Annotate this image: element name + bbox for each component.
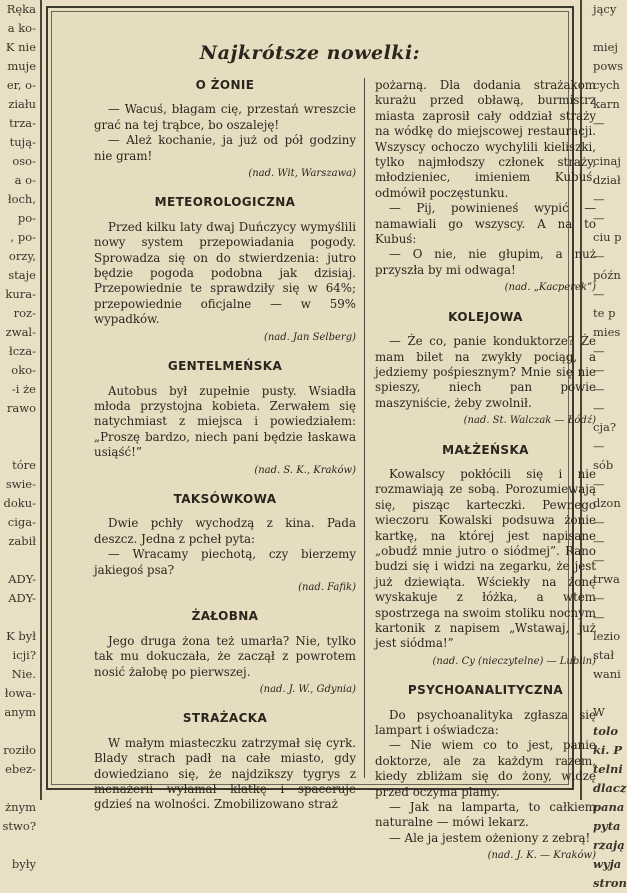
story-signature: (nad. St. Walczak — Łódź): [463, 415, 596, 427]
edge-text-fragment: W: [593, 705, 605, 719]
edge-text-fragment: stwo?: [2, 819, 36, 833]
story-paragraph: Kowalscy pokłócili się i nie rozmawiają ze sobą. Porozumiewają się, pisząc karteczki. Pewnego wieczoru Kowalski podsuwa żonie kartkę, na której jest napisane „obudź mnie jutro o siódmej”. Rano budzi się i widzi na zegarku, że jest już dziewiąta. Wściekły na żonę wyskakuje z łóżka, a wtem spostrzega na swoim stoliku nocnym kartonik z napisem „Wstawaj, już jest siódma!”: [375, 466, 596, 651]
right-column: [375, 78, 596, 878]
story-signature: (nad. J. W., Gdynia): [259, 684, 356, 695]
edge-text-fragment: te p: [593, 306, 616, 320]
story-heading: MAŁŻEŃSKA: [442, 442, 529, 457]
edge-text-fragment: Nie.: [11, 667, 36, 681]
story-paragraph: Autobus był zupełnie pusty. Wsiadła młoda przystojna kobieta. Zerwałem się natychmiast z miejsca i powiedziałem: „Proszę bardzo, niech pani będzie łaskawa usiąść!”: [94, 383, 356, 460]
edge-text-fragment: —: [593, 211, 605, 225]
edge-text-fragment: —: [593, 477, 605, 491]
edge-text-fragment: miej: [593, 40, 618, 54]
edge-text-fragment: tolo: [593, 724, 619, 738]
edge-text-fragment: staje: [8, 268, 36, 282]
edge-text-fragment: er, o-: [6, 78, 36, 92]
edge-text-fragment: —: [593, 515, 605, 529]
edge-text-fragment: zwal-: [5, 325, 36, 339]
story-paragraph: — Jak na lamparta, to całkiem naturalne — mówi lekarz.: [375, 800, 596, 830]
edge-text-fragment: K nie: [5, 40, 36, 54]
nowelki-box: [46, 6, 596, 862]
edge-text-fragment: , po-: [10, 230, 36, 244]
edge-text-fragment: mies: [593, 325, 621, 339]
story-paragraph: — Pij, powinieneś wypić — namawiali go wszyscy. A na to Kubuś:: [375, 201, 596, 247]
edge-text-fragment: swie-: [5, 477, 36, 491]
story-paragraph: — Nie wiem co to jest, panie doktorze, ale za każdym razem, kiedy zbliżam się do żony, widzę przed oczyma plamy.: [375, 738, 596, 799]
edge-text-fragment: [0, 608, 36, 627]
edge-text-fragment: -i że: [11, 382, 36, 396]
edge-text-fragment: [593, 133, 622, 152]
story-signature: (nad. Cy (nieczytelne) — Lublin): [432, 655, 596, 667]
edge-text-fragment: icji?: [12, 648, 36, 662]
edge-text-fragment: doku-: [3, 496, 36, 510]
edge-text-fragment: [593, 19, 622, 38]
left-edge-fragments: [0, 0, 38, 871]
edge-text-fragment: —: [593, 116, 605, 130]
edge-text-fragment: rzają: [593, 838, 625, 852]
story-paragraph: pożarną. Dla dodania strażakom kurażu przed obławą, burmistrz miasta zaprosił cały oddział straży na wódkę do miejscowej restauracji. Wszyscy ochoczo wychylili kieliszki, tylko najmłodszy członek straży, młodzieniec, imieniem Kubuś, odmówił poczęstunku.: [375, 78, 596, 200]
edge-text-fragment: —: [593, 401, 605, 415]
edge-text-fragment: —: [593, 439, 605, 453]
edge-text-fragment: stał: [593, 648, 615, 662]
edge-text-fragment: łoch,: [7, 192, 36, 206]
edge-text-fragment: łcza-: [9, 344, 36, 358]
edge-text-fragment: po-: [17, 211, 36, 225]
edge-text-fragment: —: [593, 610, 605, 624]
edge-text-fragment: były: [11, 857, 36, 871]
edge-text-fragment: K był: [6, 629, 36, 643]
story-paragraph: — Ależ kochanie, ja już od pół godziny nie gram!: [94, 133, 356, 163]
edge-text-fragment: cinaj: [593, 154, 621, 168]
edge-text-fragment: —: [593, 287, 605, 301]
story-heading: PSYCHOANALITYCZNA: [407, 683, 564, 698]
edge-text-fragment: cych: [593, 78, 620, 92]
edge-text-fragment: roz-: [13, 306, 36, 320]
edge-text-fragment: ciu p: [593, 230, 622, 244]
edge-text-fragment: ADY-: [8, 572, 36, 586]
story-paragraph: — Że co, panie konduktorze? Że mam bilet na zwykły pociąg, a jedziemy pośpiesznym? Mnie się nie spieszy, niech pan powie maszyniście, żeby zwolnił.: [375, 334, 596, 410]
story-heading: ŻAŁOBNA: [191, 609, 259, 624]
edge-text-fragment: —: [593, 534, 605, 548]
edge-text-fragment: orzy,: [8, 249, 36, 263]
edge-text-fragment: muje: [7, 59, 36, 73]
story-paragraph: Dwie pchły wychodzą z kina. Pada deszcz. Jedna z pcheł pyta:: [94, 516, 356, 546]
edge-text-fragment: trwa: [593, 572, 620, 586]
story-heading: O ŻONIE: [195, 78, 255, 92]
story-paragraph: — O nie, nie głupim, a nuż przyszła by mi odwaga!: [375, 247, 596, 277]
story-signature: (nad. J. K. — Kraków): [487, 850, 596, 862]
story-signature: (nad. „Kacperek”): [504, 282, 596, 294]
edge-text-fragment: dzon: [593, 496, 621, 510]
left-rule: [40, 0, 42, 800]
story-signature: (nad. Wit, Warszawa): [248, 168, 356, 180]
edge-text-fragment: wani: [593, 667, 621, 681]
edge-text-fragment: ki. P: [593, 743, 622, 757]
story-heading: METEOROLOGICZNA: [154, 195, 296, 210]
edge-text-fragment: pana: [593, 800, 625, 814]
edge-text-fragment: —: [593, 382, 605, 396]
story-paragraph: W małym miasteczku zatrzymał się cyrk. Blady strach padł na całe miasto, gdy dowiedziano się, że najdzikszy tygrys z menażerii wyłamał klatkę i spaceruje gdzieś na wolności. Zmobilizowano straż: [94, 735, 356, 812]
edge-text-fragment: anym: [4, 705, 36, 719]
story-heading: GENTELMEŃSKA: [167, 359, 283, 374]
edge-text-fragment: Ręka: [6, 2, 36, 16]
page-title: Najkrótsze nowelki:: [199, 42, 421, 64]
edge-text-fragment: —: [593, 363, 605, 377]
edge-text-fragment: tują-: [9, 135, 36, 149]
story-paragraph: Jego druga żona też umarła? Nie, tylko tak mu dokuczała, że zaczął z powrotem nosić żałobę po pierwszej.: [94, 633, 356, 679]
edge-text-fragment: —: [593, 553, 605, 567]
edge-text-fragment: oko-: [11, 363, 36, 377]
edge-text-fragment: rawo: [6, 401, 36, 415]
edge-text-fragment: lezio: [593, 629, 621, 643]
edge-text-fragment: [0, 836, 36, 855]
edge-text-fragment: wyja: [593, 857, 622, 871]
edge-text-fragment: ebez-: [5, 762, 36, 776]
edge-text-fragment: [0, 722, 36, 741]
edge-text-fragment: a o-: [14, 173, 36, 187]
edge-text-fragment: —: [593, 249, 605, 263]
story-heading: KOLEJOWA: [448, 309, 523, 324]
edge-text-fragment: dlacz: [593, 781, 627, 795]
edge-text-fragment: [593, 684, 622, 703]
edge-text-fragment: [0, 779, 36, 798]
story-paragraph: Przed kilku laty dwaj Duńczycy wymyślili nowy system przepowiadania pogody. Sprowadza się on do stwierdzenia: jutro będzie pogoda podobna jak dzisiaj. Przepowiednie te sprawdziły się w 64%; przepowiednie oficjalne — w 59% wypadków.: [94, 219, 356, 327]
column-divider: [364, 78, 365, 778]
story-heading: TAKSÓWKOWA: [173, 491, 277, 506]
edge-text-fragment: pyta: [593, 819, 621, 833]
edge-text-fragment: —: [593, 591, 605, 605]
edge-text-fragment: karn: [593, 97, 620, 111]
story-paragraph: Do psychoanalityka zgłasza się lampart i oświadcza:: [375, 707, 596, 738]
story-signature: (nad. Fafik): [298, 581, 356, 593]
edge-text-fragment: ADY-: [8, 591, 36, 605]
left-column: [94, 78, 356, 813]
story-signature: (nad. S. K., Kraków): [254, 464, 356, 476]
edge-text-fragment: sób: [593, 458, 614, 472]
edge-text-fragment: ciga-: [7, 515, 36, 529]
edge-text-fragment: a ko-: [7, 21, 36, 35]
edge-text-fragment: roziło: [3, 743, 36, 757]
edge-text-fragment: dział: [593, 173, 621, 187]
edge-text-fragment: kura-: [5, 287, 36, 301]
edge-text-fragment: jący: [593, 2, 617, 16]
edge-text-fragment: [0, 551, 36, 570]
edge-text-fragment: cja?: [593, 420, 617, 434]
edge-text-fragment: późn: [593, 268, 621, 282]
edge-text-fragment: —: [593, 192, 605, 206]
edge-text-fragment: [0, 418, 36, 437]
story-heading: STRAŻACKA: [182, 711, 268, 726]
edge-text-fragment: stron: [593, 876, 627, 890]
story-paragraph: — Wacuś, błagam cię, przestań wreszcie grać na tej trąbce, bo oszaleję!: [94, 102, 356, 132]
edge-text-fragment: tóre: [12, 458, 36, 472]
edge-text-fragment: telni: [593, 762, 623, 776]
story-paragraph: — Ale ja jestem ożeniony z zebrą!: [389, 830, 591, 845]
edge-text-fragment: żnym: [5, 800, 36, 814]
edge-text-fragment: ziału: [8, 97, 36, 111]
edge-text-fragment: łowa-: [4, 686, 36, 700]
edge-text-fragment: trza-: [9, 116, 36, 130]
edge-text-fragment: [0, 437, 36, 456]
edge-text-fragment: zabił: [8, 534, 36, 548]
story-paragraph: — Wracamy piechotą, czy bierzemy jakiegoś psa?: [94, 547, 356, 577]
story-signature: (nad. Jan Selberg): [263, 331, 356, 343]
edge-text-fragment: —: [593, 344, 605, 358]
edge-text-fragment: oso-: [12, 154, 36, 168]
edge-text-fragment: pows: [593, 59, 624, 73]
